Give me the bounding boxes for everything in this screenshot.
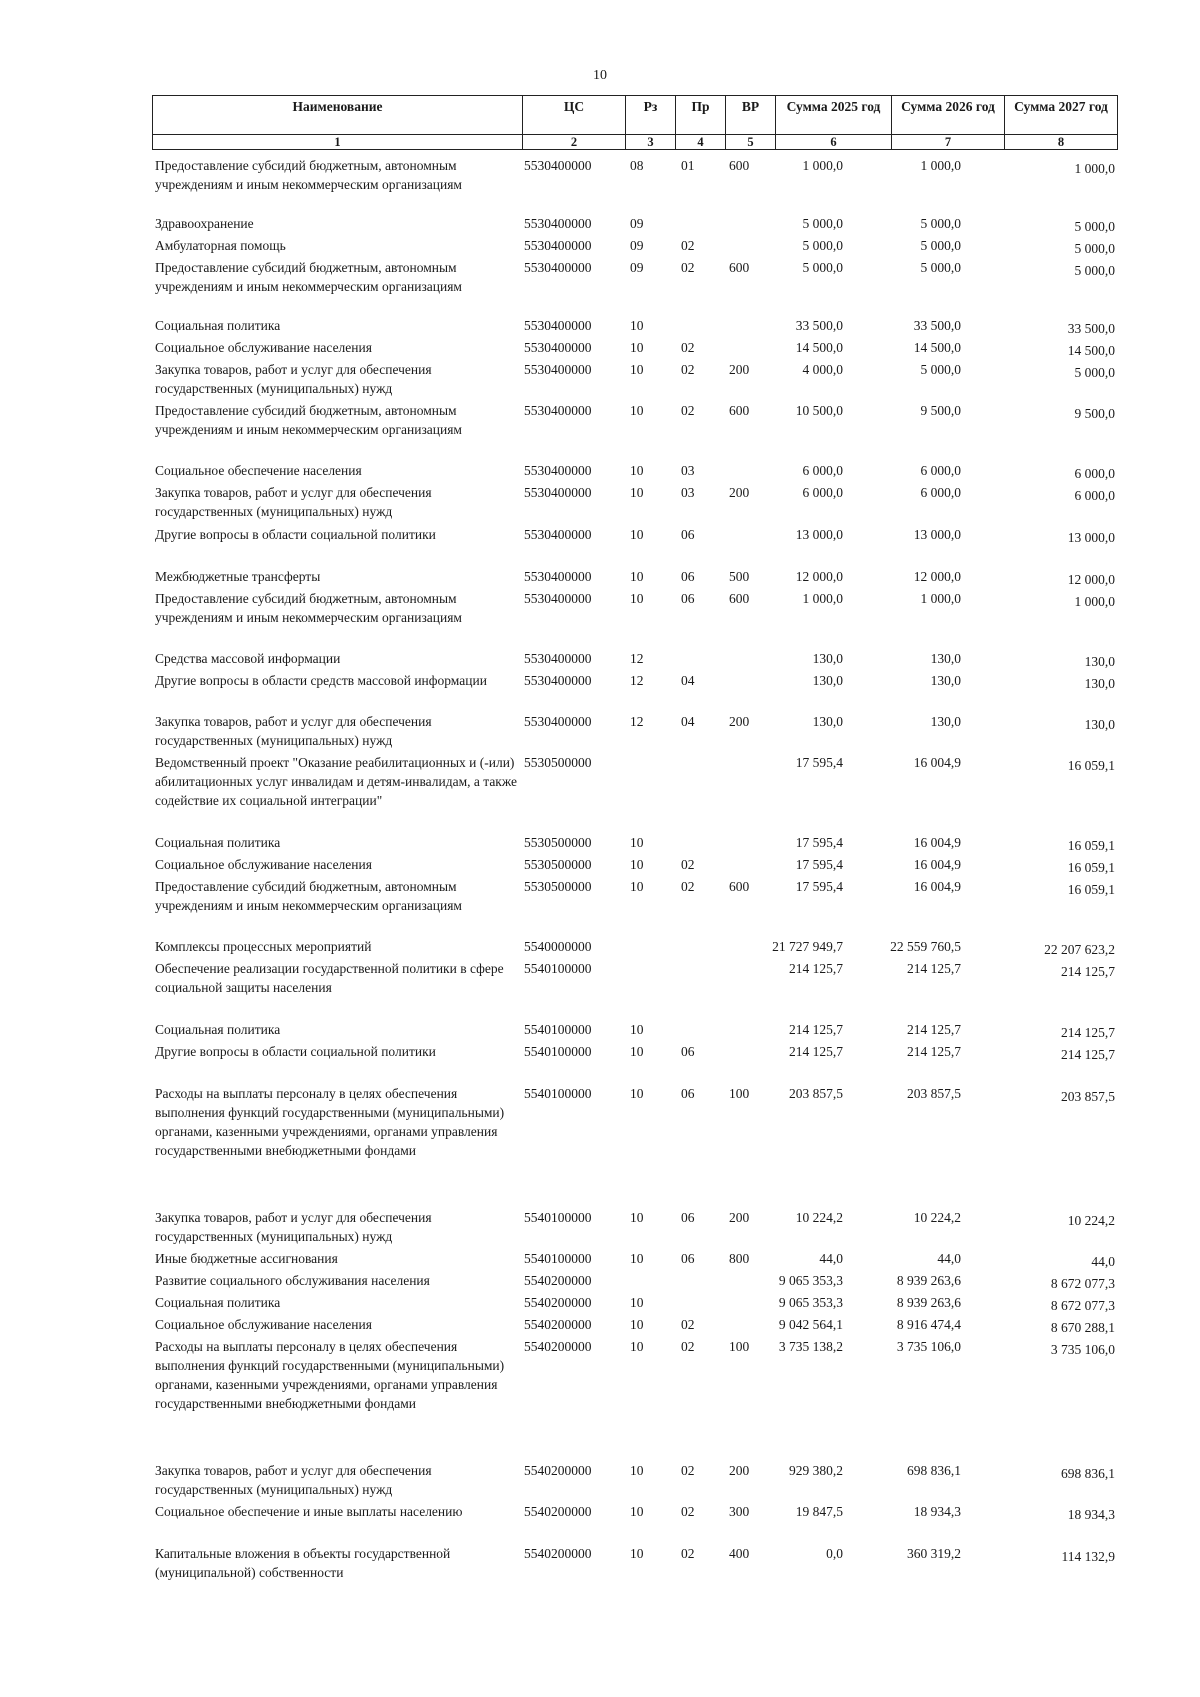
row-pr: 02: [681, 1504, 695, 1519]
row-cs: 5540100000: [524, 1086, 592, 1101]
row-rz: 12: [630, 714, 644, 729]
row-sum-2025: 14 500,0: [795, 340, 843, 355]
row-sum-2027: 214 125,7: [1061, 1025, 1115, 1040]
row-pr: 02: [681, 1546, 695, 1561]
row-pr: 06: [681, 1251, 695, 1266]
row-rz: 09: [630, 216, 644, 231]
row-cs: 5530500000: [524, 857, 592, 872]
row-cs: 5530400000: [524, 318, 592, 333]
row-rz: 10: [630, 403, 644, 418]
row-sum-2026: 130,0: [930, 651, 961, 666]
row-sum-2026: 10 224,2: [913, 1210, 961, 1225]
row-pr: 02: [681, 340, 695, 355]
row-sum-2027: 3 735 106,0: [1050, 1342, 1115, 1357]
row-rz: 10: [630, 1251, 644, 1266]
row-name: Амбулаторная помощь: [155, 238, 286, 253]
row-vr: 400: [729, 1546, 750, 1561]
row-name: Комплексы процессных мероприятий: [155, 939, 372, 954]
row-cs: 5530400000: [524, 485, 592, 500]
row-sum-2026: 16 004,9: [913, 755, 961, 770]
row-cs: 5540100000: [524, 1210, 592, 1225]
row-cs: 5530400000: [524, 591, 592, 606]
row-sum-2026: 214 125,7: [907, 961, 961, 976]
row-pr: 02: [681, 1339, 695, 1354]
column-number: 2: [523, 135, 626, 150]
row-sum-2026: 33 500,0: [913, 318, 961, 333]
row-sum-2027: 6 000,0: [1074, 488, 1115, 503]
row-sum-2027: 18 934,3: [1067, 1507, 1115, 1522]
row-pr: 03: [681, 485, 695, 500]
row-pr: 02: [681, 879, 695, 894]
row-name: Иные бюджетные ассигнования: [155, 1251, 338, 1266]
column-number: 6: [776, 135, 892, 150]
row-sum-2027: 130,0: [1084, 654, 1115, 669]
row-cs: 5530400000: [524, 362, 592, 377]
row-sum-2025: 130,0: [812, 714, 843, 729]
row-rz: 12: [630, 651, 644, 666]
row-cs: 5530400000: [524, 340, 592, 355]
row-sum-2027: 13 000,0: [1067, 530, 1115, 545]
row-name: Социальное обеспечение населения: [155, 463, 362, 478]
row-cs: 5540100000: [524, 961, 592, 976]
row-name: Социальная политика: [155, 1022, 281, 1037]
row-sum-2026: 5 000,0: [920, 362, 961, 377]
row-name: Предоставление субсидий бюджетным, автономным учреждениям и иным некоммерческим организациям: [155, 260, 462, 294]
row-sum-2025: 1 000,0: [802, 591, 843, 606]
row-sum-2025: 17 595,4: [795, 879, 843, 894]
row-sum-2027: 214 125,7: [1061, 1047, 1115, 1062]
row-sum-2027: 22 207 623,2: [1044, 942, 1115, 957]
column-header-sum-2027: Сумма 2027 год: [1005, 96, 1118, 135]
row-cs: 5540200000: [524, 1317, 592, 1332]
row-sum-2027: 16 059,1: [1067, 838, 1115, 853]
row-vr: 200: [729, 714, 750, 729]
row-sum-2026: 130,0: [930, 714, 961, 729]
row-sum-2027: 16 059,1: [1067, 758, 1115, 773]
row-sum-2026: 9 500,0: [920, 403, 961, 418]
row-name: Другие вопросы в области средств массовой информации: [155, 673, 487, 688]
row-name: Социальное обеспечение и иные выплаты населению: [155, 1504, 463, 1519]
row-sum-2027: 203 857,5: [1061, 1089, 1115, 1104]
column-number: 8: [1005, 135, 1118, 150]
row-sum-2027: 14 500,0: [1067, 343, 1115, 358]
row-name: Межбюджетные трансферты: [155, 569, 321, 584]
row-sum-2027: 130,0: [1084, 676, 1115, 691]
row-rz: 10: [630, 835, 644, 850]
row-rz: 10: [630, 857, 644, 872]
row-sum-2026: 214 125,7: [907, 1022, 961, 1037]
row-rz: 10: [630, 340, 644, 355]
row-sum-2027: 44,0: [1091, 1254, 1115, 1269]
column-header-sum-2025: Сумма 2025 год: [776, 96, 892, 135]
row-cs: 5530400000: [524, 527, 592, 542]
row-pr: 01: [681, 158, 695, 173]
row-cs: 5540200000: [524, 1504, 592, 1519]
row-sum-2025: 17 595,4: [795, 835, 843, 850]
row-rz: 09: [630, 238, 644, 253]
row-sum-2025: 5 000,0: [802, 260, 843, 275]
row-sum-2027: 114 132,9: [1061, 1549, 1115, 1564]
row-rz: 10: [630, 463, 644, 478]
row-sum-2026: 5 000,0: [920, 216, 961, 231]
row-sum-2027: 5 000,0: [1074, 263, 1115, 278]
row-sum-2027: 33 500,0: [1067, 321, 1115, 336]
row-vr: 600: [729, 591, 750, 606]
row-cs: 5530400000: [524, 158, 592, 173]
row-name: Здравоохранение: [155, 216, 254, 231]
row-sum-2025: 6 000,0: [802, 485, 843, 500]
column-number: 4: [676, 135, 726, 150]
row-name: Другие вопросы в области социальной политики: [155, 527, 436, 542]
column-header-sum-2026: Сумма 2026 год: [892, 96, 1005, 135]
row-sum-2027: 16 059,1: [1067, 882, 1115, 897]
row-pr: 06: [681, 569, 695, 584]
row-name: Социальная политика: [155, 1295, 281, 1310]
row-sum-2027: 5 000,0: [1074, 219, 1115, 234]
row-sum-2025: 130,0: [812, 673, 843, 688]
row-sum-2026: 130,0: [930, 673, 961, 688]
row-pr: 02: [681, 362, 695, 377]
row-cs: 5530400000: [524, 651, 592, 666]
row-sum-2027: 16 059,1: [1067, 860, 1115, 875]
row-rz: 10: [630, 1504, 644, 1519]
column-number: 7: [892, 135, 1005, 150]
row-vr: 100: [729, 1339, 750, 1354]
row-sum-2025: 5 000,0: [802, 238, 843, 253]
row-cs: 5530400000: [524, 463, 592, 478]
row-sum-2025: 44,0: [819, 1251, 843, 1266]
row-rz: 10: [630, 569, 644, 584]
row-vr: 100: [729, 1086, 750, 1101]
row-sum-2027: 6 000,0: [1074, 466, 1115, 481]
row-cs: 5540200000: [524, 1463, 592, 1478]
row-sum-2027: 8 672 077,3: [1050, 1298, 1115, 1313]
row-sum-2026: 6 000,0: [920, 485, 961, 500]
row-rz: 10: [630, 1339, 644, 1354]
row-rz: 10: [630, 1546, 644, 1561]
row-name: Развитие социального обслуживания населения: [155, 1273, 430, 1288]
row-name: Расходы на выплаты персоналу в целях обеспечения выполнения функций государственными (муниципальными) органами, казенными учреждениями, органами управления государственными внебюджетными фондами: [155, 1086, 505, 1158]
row-sum-2026: 8 939 263,6: [896, 1273, 961, 1288]
row-rz: 10: [630, 485, 644, 500]
row-pr: 06: [681, 1086, 695, 1101]
row-pr: 02: [681, 260, 695, 275]
column-number: 5: [726, 135, 776, 150]
row-name: Ведомственный проект "Оказание реабилитационных и (-или) абилитационных услуг инвалидам и детям-инвалидам, а также содействие их социальной интеграции": [155, 755, 518, 808]
column-header-rz: Рз: [626, 96, 676, 135]
row-sum-2025: 5 000,0: [802, 216, 843, 231]
row-sum-2025: 3 735 138,2: [778, 1339, 843, 1354]
row-sum-2025: 19 847,5: [795, 1504, 843, 1519]
row-rz: 10: [630, 1086, 644, 1101]
row-sum-2026: 16 004,9: [913, 879, 961, 894]
row-cs: 5540100000: [524, 1251, 592, 1266]
row-vr: 200: [729, 1210, 750, 1225]
row-rz: 10: [630, 1022, 644, 1037]
row-cs: 5540200000: [524, 1546, 592, 1561]
row-sum-2027: 5 000,0: [1074, 365, 1115, 380]
row-sum-2026: 203 857,5: [907, 1086, 961, 1101]
row-sum-2026: 5 000,0: [920, 260, 961, 275]
row-rz: 10: [630, 362, 644, 377]
row-sum-2025: 203 857,5: [789, 1086, 843, 1101]
row-sum-2025: 6 000,0: [802, 463, 843, 478]
row-sum-2026: 698 836,1: [907, 1463, 961, 1478]
column-number: 3: [626, 135, 676, 150]
row-sum-2027: 130,0: [1084, 717, 1115, 732]
row-rz: 10: [630, 1210, 644, 1225]
row-sum-2027: 10 224,2: [1067, 1213, 1115, 1228]
row-name: Социальное обслуживание населения: [155, 857, 372, 872]
row-sum-2025: 33 500,0: [795, 318, 843, 333]
column-header-cs: ЦС: [523, 96, 626, 135]
row-cs: 5530400000: [524, 714, 592, 729]
row-pr: 06: [681, 591, 695, 606]
row-sum-2026: 214 125,7: [907, 1044, 961, 1059]
row-pr: 04: [681, 673, 695, 688]
row-sum-2027: 698 836,1: [1061, 1466, 1115, 1481]
row-cs: 5530400000: [524, 216, 592, 231]
row-sum-2025: 13 000,0: [795, 527, 843, 542]
row-sum-2027: 5 000,0: [1074, 241, 1115, 256]
row-sum-2026: 13 000,0: [913, 527, 961, 542]
row-sum-2025: 130,0: [812, 651, 843, 666]
row-pr: 04: [681, 714, 695, 729]
row-sum-2026: 18 934,3: [913, 1504, 961, 1519]
row-pr: 03: [681, 463, 695, 478]
row-name: Закупка товаров, работ и услуг для обеспечения государственных (муниципальных) нужд: [155, 1463, 432, 1497]
row-vr: 600: [729, 879, 750, 894]
row-cs: 5540200000: [524, 1273, 592, 1288]
row-pr: 06: [681, 1044, 695, 1059]
row-name: Закупка товаров, работ и услуг для обеспечения государственных (муниципальных) нужд: [155, 362, 432, 396]
row-sum-2026: 22 559 760,5: [890, 939, 961, 954]
row-sum-2025: 10 224,2: [795, 1210, 843, 1225]
row-cs: 5530500000: [524, 755, 592, 770]
row-sum-2025: 10 500,0: [795, 403, 843, 418]
row-sum-2027: 214 125,7: [1061, 964, 1115, 979]
row-pr: 02: [681, 857, 695, 872]
row-sum-2025: 21 727 949,7: [772, 939, 843, 954]
row-sum-2025: 12 000,0: [795, 569, 843, 584]
row-pr: 02: [681, 238, 695, 253]
row-cs: 5540100000: [524, 1022, 592, 1037]
row-name: Капитальные вложения в объекты государственной (муниципальной) собственности: [155, 1546, 451, 1580]
row-pr: 02: [681, 1317, 695, 1332]
row-cs: 5530400000: [524, 238, 592, 253]
row-sum-2026: 8 939 263,6: [896, 1295, 961, 1310]
row-vr: 800: [729, 1251, 750, 1266]
row-pr: 06: [681, 527, 695, 542]
row-rz: 10: [630, 1463, 644, 1478]
row-cs: 5540200000: [524, 1339, 592, 1354]
row-name: Закупка товаров, работ и услуг для обеспечения государственных (муниципальных) нужд: [155, 1210, 432, 1244]
row-rz: 10: [630, 1295, 644, 1310]
row-sum-2026: 8 916 474,4: [896, 1317, 961, 1332]
row-name: Социальная политика: [155, 835, 281, 850]
row-name: Предоставление субсидий бюджетным, автономным учреждениям и иным некоммерческим организациям: [155, 403, 462, 437]
row-sum-2025: 9 065 353,3: [778, 1273, 843, 1288]
row-sum-2027: 8 672 077,3: [1050, 1276, 1115, 1291]
row-sum-2025: 1 000,0: [802, 158, 843, 173]
row-sum-2025: 0,0: [826, 1546, 843, 1561]
row-sum-2027: 1 000,0: [1074, 161, 1115, 176]
row-rz: 10: [630, 879, 644, 894]
row-cs: 5530400000: [524, 260, 592, 275]
row-sum-2027: 8 670 288,1: [1050, 1320, 1115, 1335]
table-header: [152, 95, 1118, 150]
row-name: Средства массовой информации: [155, 651, 341, 666]
row-sum-2027: 1 000,0: [1074, 594, 1115, 609]
row-cs: 5530400000: [524, 673, 592, 688]
row-rz: 10: [630, 318, 644, 333]
row-cs: 5530500000: [524, 835, 592, 850]
row-sum-2026: 12 000,0: [913, 569, 961, 584]
row-name: Социальная политика: [155, 318, 281, 333]
row-vr: 200: [729, 485, 750, 500]
row-sum-2027: 9 500,0: [1074, 406, 1115, 421]
row-cs: 5530400000: [524, 403, 592, 418]
row-name: Расходы на выплаты персоналу в целях обеспечения выполнения функций государственными (муниципальными) органами, казенными учреждениями, органами управления государственными внебюджетными фондами: [155, 1339, 505, 1411]
row-sum-2027: 12 000,0: [1067, 572, 1115, 587]
row-sum-2026: 6 000,0: [920, 463, 961, 478]
row-name: Социальное обслуживание населения: [155, 340, 372, 355]
row-cs: 5540000000: [524, 939, 592, 954]
row-vr: 200: [729, 362, 750, 377]
row-vr: 200: [729, 1463, 750, 1478]
row-sum-2026: 5 000,0: [920, 238, 961, 253]
row-pr: 02: [681, 1463, 695, 1478]
row-name: Другие вопросы в области социальной политики: [155, 1044, 436, 1059]
row-sum-2026: 3 735 106,0: [896, 1339, 961, 1354]
row-rz: 08: [630, 158, 644, 173]
row-sum-2026: 14 500,0: [913, 340, 961, 355]
row-name: Закупка товаров, работ и услуг для обеспечения государственных (муниципальных) нужд: [155, 714, 432, 748]
column-header-vr: ВР: [726, 96, 776, 135]
row-cs: 5540200000: [524, 1295, 592, 1310]
row-sum-2025: 214 125,7: [789, 961, 843, 976]
row-sum-2025: 214 125,7: [789, 1044, 843, 1059]
column-header-name: Наименование: [153, 96, 523, 135]
row-sum-2025: 929 380,2: [789, 1463, 843, 1478]
column-number: 1: [153, 135, 523, 150]
row-name: Обеспечение реализации государственной политики в сфере социальной защиты населения: [155, 961, 504, 995]
row-sum-2026: 1 000,0: [920, 591, 961, 606]
row-vr: 500: [729, 569, 750, 584]
row-sum-2025: 17 595,4: [795, 857, 843, 872]
row-sum-2025: 17 595,4: [795, 755, 843, 770]
row-sum-2026: 44,0: [937, 1251, 961, 1266]
row-name: Предоставление субсидий бюджетным, автономным учреждениям и иным некоммерческим организациям: [155, 591, 462, 625]
row-name: Предоставление субсидий бюджетным, автономным учреждениям и иным некоммерческим организациям: [155, 158, 462, 192]
row-sum-2025: 9 042 564,1: [778, 1317, 843, 1332]
row-rz: 12: [630, 673, 644, 688]
row-cs: 5540100000: [524, 1044, 592, 1059]
row-rz: 10: [630, 527, 644, 542]
row-sum-2025: 4 000,0: [802, 362, 843, 377]
row-sum-2026: 16 004,9: [913, 857, 961, 872]
row-sum-2025: 214 125,7: [789, 1022, 843, 1037]
row-pr: 06: [681, 1210, 695, 1225]
row-rz: 09: [630, 260, 644, 275]
row-rz: 10: [630, 1317, 644, 1332]
row-name: Социальное обслуживание населения: [155, 1317, 372, 1332]
row-vr: 300: [729, 1504, 750, 1519]
row-cs: 5530500000: [524, 879, 592, 894]
row-vr: 600: [729, 403, 750, 418]
row-name: Закупка товаров, работ и услуг для обеспечения государственных (муниципальных) нужд: [155, 485, 432, 519]
row-rz: 10: [630, 591, 644, 606]
column-header-pr: Пр: [676, 96, 726, 135]
row-sum-2026: 16 004,9: [913, 835, 961, 850]
row-name: Предоставление субсидий бюджетным, автономным учреждениям и иным некоммерческим организациям: [155, 879, 462, 913]
page-number: 10: [593, 68, 607, 83]
row-sum-2026: 1 000,0: [920, 158, 961, 173]
row-pr: 02: [681, 403, 695, 418]
row-rz: 10: [630, 1044, 644, 1059]
row-sum-2026: 360 319,2: [907, 1546, 961, 1561]
row-vr: 600: [729, 158, 750, 173]
row-sum-2025: 9 065 353,3: [778, 1295, 843, 1310]
row-vr: 600: [729, 260, 750, 275]
row-cs: 5530400000: [524, 569, 592, 584]
